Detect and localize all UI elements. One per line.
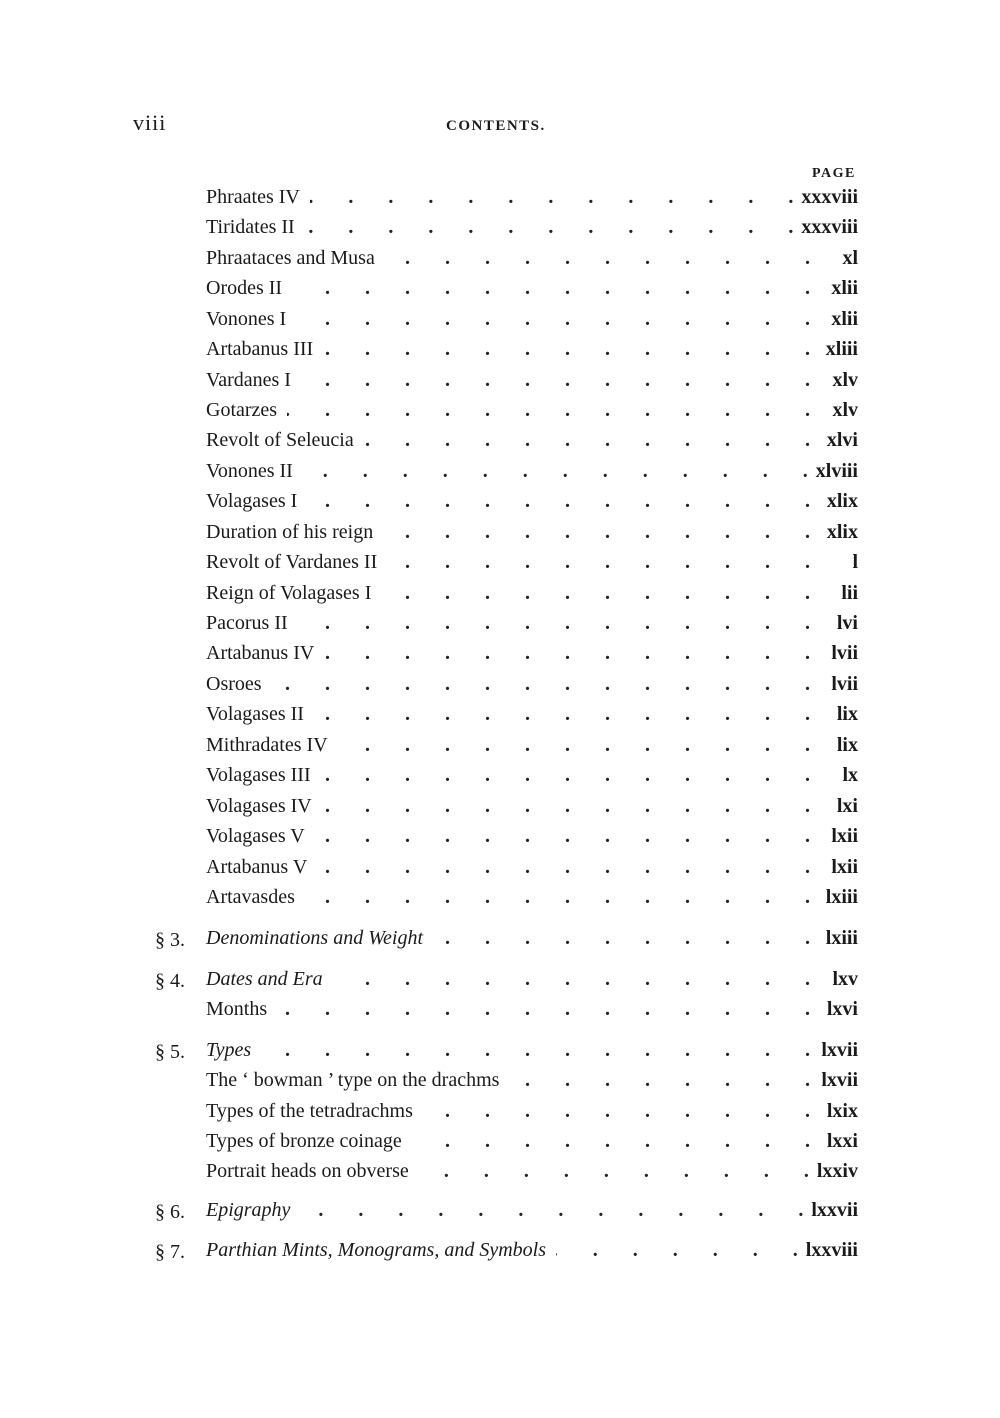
toc-entry[interactable]: [206, 308, 858, 336]
section-number: § 6.: [155, 1201, 185, 1223]
dot-leader: [556, 1239, 798, 1262]
entry-title: Portrait heads on obverse: [206, 1160, 409, 1182]
dot-leader: [433, 927, 810, 950]
entry-title: Tiridates II: [206, 216, 295, 238]
entry-page-number: xlv: [832, 369, 858, 391]
toc-entry[interactable]: [206, 968, 858, 996]
section-number: § 7.: [155, 1241, 185, 1263]
entry-title: Volagases V: [206, 825, 305, 847]
toc-entry[interactable]: [206, 460, 858, 488]
entry-page-number: xlii: [831, 308, 858, 330]
section-number: § 5.: [155, 1041, 185, 1063]
entry-page-number: lix: [836, 734, 858, 756]
entry-title: Artabanus III: [206, 338, 314, 360]
entry-title: Volagases II: [206, 703, 304, 725]
toc-entry[interactable]: [206, 642, 858, 670]
toc-entry[interactable]: [206, 612, 858, 640]
page-column-label: PAGE: [812, 166, 856, 181]
dot-leader: [277, 998, 810, 1021]
entry-page-number: lxxviii: [805, 1239, 858, 1261]
entry-title: Artabanus IV: [206, 642, 315, 664]
toc-entry[interactable]: [206, 886, 858, 914]
entry-page-number: xlix: [826, 490, 858, 512]
entry-page-number: lxxiv: [816, 1160, 858, 1182]
page-number: viii: [133, 110, 167, 135]
entry-page-number: lxxvii: [811, 1199, 858, 1221]
entry-page-number: lxiii: [825, 886, 858, 908]
entry-page-number: lvii: [831, 642, 858, 664]
toc-entry[interactable]: [206, 703, 858, 731]
entry-title: Orodes II: [206, 277, 283, 299]
toc-entry[interactable]: [206, 399, 858, 427]
toc-entry[interactable]: [206, 247, 858, 275]
entry-title: Vonones I: [206, 308, 287, 330]
toc-entry[interactable]: [206, 551, 858, 579]
entry-title: Months: [206, 998, 268, 1020]
dot-leader: [314, 703, 810, 726]
toc-entry[interactable]: [206, 856, 858, 884]
toc-entry[interactable]: [206, 927, 858, 955]
dot-leader: [338, 734, 810, 757]
entry-title: Denominations and Weight: [206, 927, 424, 949]
dot-leader: [321, 764, 810, 787]
entry-title: Revolt of Seleucia: [206, 429, 354, 451]
entry-page-number: xlvi: [826, 429, 858, 451]
entry-page-number: lxvi: [826, 998, 858, 1020]
entry-title: Osroes: [206, 673, 262, 695]
toc-entry[interactable]: [206, 734, 858, 762]
toc-entry[interactable]: [206, 1069, 858, 1097]
entry-title: Types of bronze coinage: [206, 1130, 402, 1152]
toc-entry[interactable]: [206, 216, 858, 244]
entry-title: Revolt of Vardanes II: [206, 551, 378, 573]
entry-title: Volagases IV: [206, 795, 312, 817]
toc-entry[interactable]: [206, 277, 858, 305]
toc-entry[interactable]: [206, 429, 858, 457]
entry-title: Dates and Era: [206, 968, 323, 990]
toc-entry[interactable]: [206, 825, 858, 853]
dot-leader: [383, 521, 810, 544]
dot-leader: [324, 642, 810, 665]
entry-title: The ‘ bowman ’ type on the drachms: [206, 1069, 500, 1091]
entry-title: Vonones II: [206, 460, 293, 482]
entry-page-number: lx: [842, 764, 858, 786]
toc-entry[interactable]: [206, 673, 858, 701]
dot-leader: [315, 825, 810, 848]
dot-leader: [322, 795, 810, 818]
entry-page-number: lxii: [831, 856, 858, 878]
dot-leader: [296, 308, 810, 331]
entry-page-number: xlii: [831, 277, 858, 299]
entry-title: Volagases III: [206, 764, 311, 786]
entry-title: Types: [206, 1039, 252, 1061]
dot-leader: [305, 886, 810, 909]
entry-page-number: xxxviii: [801, 216, 858, 238]
entry-title: Vardanes I: [206, 369, 291, 391]
dot-leader: [298, 612, 810, 635]
entry-title: Phraataces and Musa: [206, 247, 375, 269]
dot-leader: [333, 968, 810, 991]
dot-leader: [412, 1130, 810, 1153]
toc-entry[interactable]: [206, 1130, 858, 1158]
entry-page-number: xl: [842, 247, 858, 269]
entry-page-number: lxv: [832, 968, 858, 990]
entry-page-number: l: [852, 551, 858, 573]
entry-page-number: lxix: [826, 1100, 858, 1122]
toc-entry[interactable]: [206, 1039, 858, 1067]
running-title: CONTENTS.: [446, 118, 546, 134]
dot-leader: [310, 186, 793, 209]
entry-page-number: lxvii: [821, 1039, 858, 1061]
dot-leader: [305, 216, 794, 239]
entry-page-number: lxi: [836, 795, 858, 817]
toc-entry[interactable]: [206, 369, 858, 397]
dot-leader: [323, 338, 810, 361]
entry-page-number: lvi: [836, 612, 858, 634]
dot-leader: [292, 277, 810, 300]
section-number: § 4.: [155, 970, 185, 992]
dot-leader: [364, 429, 810, 452]
toc-entry[interactable]: [206, 795, 858, 823]
entry-page-number: lxvii: [821, 1069, 858, 1091]
entry-title: Duration of his reign: [206, 521, 374, 543]
dot-leader: [261, 1039, 810, 1062]
toc-entry[interactable]: [206, 582, 858, 610]
entry-title: Gotarzes: [206, 399, 278, 421]
dot-leader: [287, 399, 810, 422]
toc-entry[interactable]: [206, 1199, 858, 1227]
toc-entry[interactable]: [206, 764, 858, 792]
entry-page-number: xlix: [826, 521, 858, 543]
entry-page-number: lvii: [831, 673, 858, 695]
entry-page-number: xlviii: [815, 460, 858, 482]
dot-leader: [509, 1069, 810, 1092]
toc-entry[interactable]: [206, 998, 858, 1026]
entry-title: Reign of Volagases I: [206, 582, 372, 604]
entry-page-number: lxxi: [826, 1130, 858, 1152]
entry-page-number: xxxviii: [801, 186, 858, 208]
dot-leader: [301, 369, 810, 392]
section-number: § 3.: [155, 929, 185, 951]
entry-title: Pacorus II: [206, 612, 288, 634]
entry-page-number: lxii: [831, 825, 858, 847]
entry-title: Artavasdes: [206, 886, 295, 908]
dot-leader: [385, 247, 810, 270]
dot-leader: [423, 1100, 810, 1123]
dot-leader: [272, 673, 810, 696]
entry-title: Artabanus V: [206, 856, 308, 878]
entry-title: Types of the tetradrachms: [206, 1100, 413, 1122]
toc-entry[interactable]: [206, 1100, 858, 1128]
toc-entry[interactable]: [206, 1160, 858, 1188]
entry-title: Volagases I: [206, 490, 298, 512]
dot-leader: [381, 582, 810, 605]
entry-title: Phraates IV: [206, 186, 300, 208]
dot-leader: [307, 490, 810, 513]
toc-entry[interactable]: [206, 1239, 858, 1267]
toc-entry[interactable]: [206, 490, 858, 518]
dot-leader: [419, 1160, 809, 1183]
entry-page-number: xliii: [825, 338, 858, 360]
toc-entry[interactable]: [206, 521, 858, 549]
entry-page-number: lii: [841, 582, 858, 604]
dot-leader: [317, 856, 810, 879]
toc-entry[interactable]: [206, 338, 858, 366]
entry-title: Epigraphy: [206, 1199, 291, 1221]
entry-title: Mithradates IV: [206, 734, 328, 756]
entry-page-number: lxiii: [825, 927, 858, 949]
entry-title: Parthian Mints, Monograms, and Symbols: [206, 1239, 546, 1261]
entry-page-number: lix: [836, 703, 858, 725]
dot-leader: [387, 551, 810, 574]
dot-leader: [303, 460, 808, 483]
toc-entry[interactable]: [206, 186, 858, 214]
entry-page-number: xlv: [832, 399, 858, 421]
dot-leader: [300, 1199, 803, 1222]
